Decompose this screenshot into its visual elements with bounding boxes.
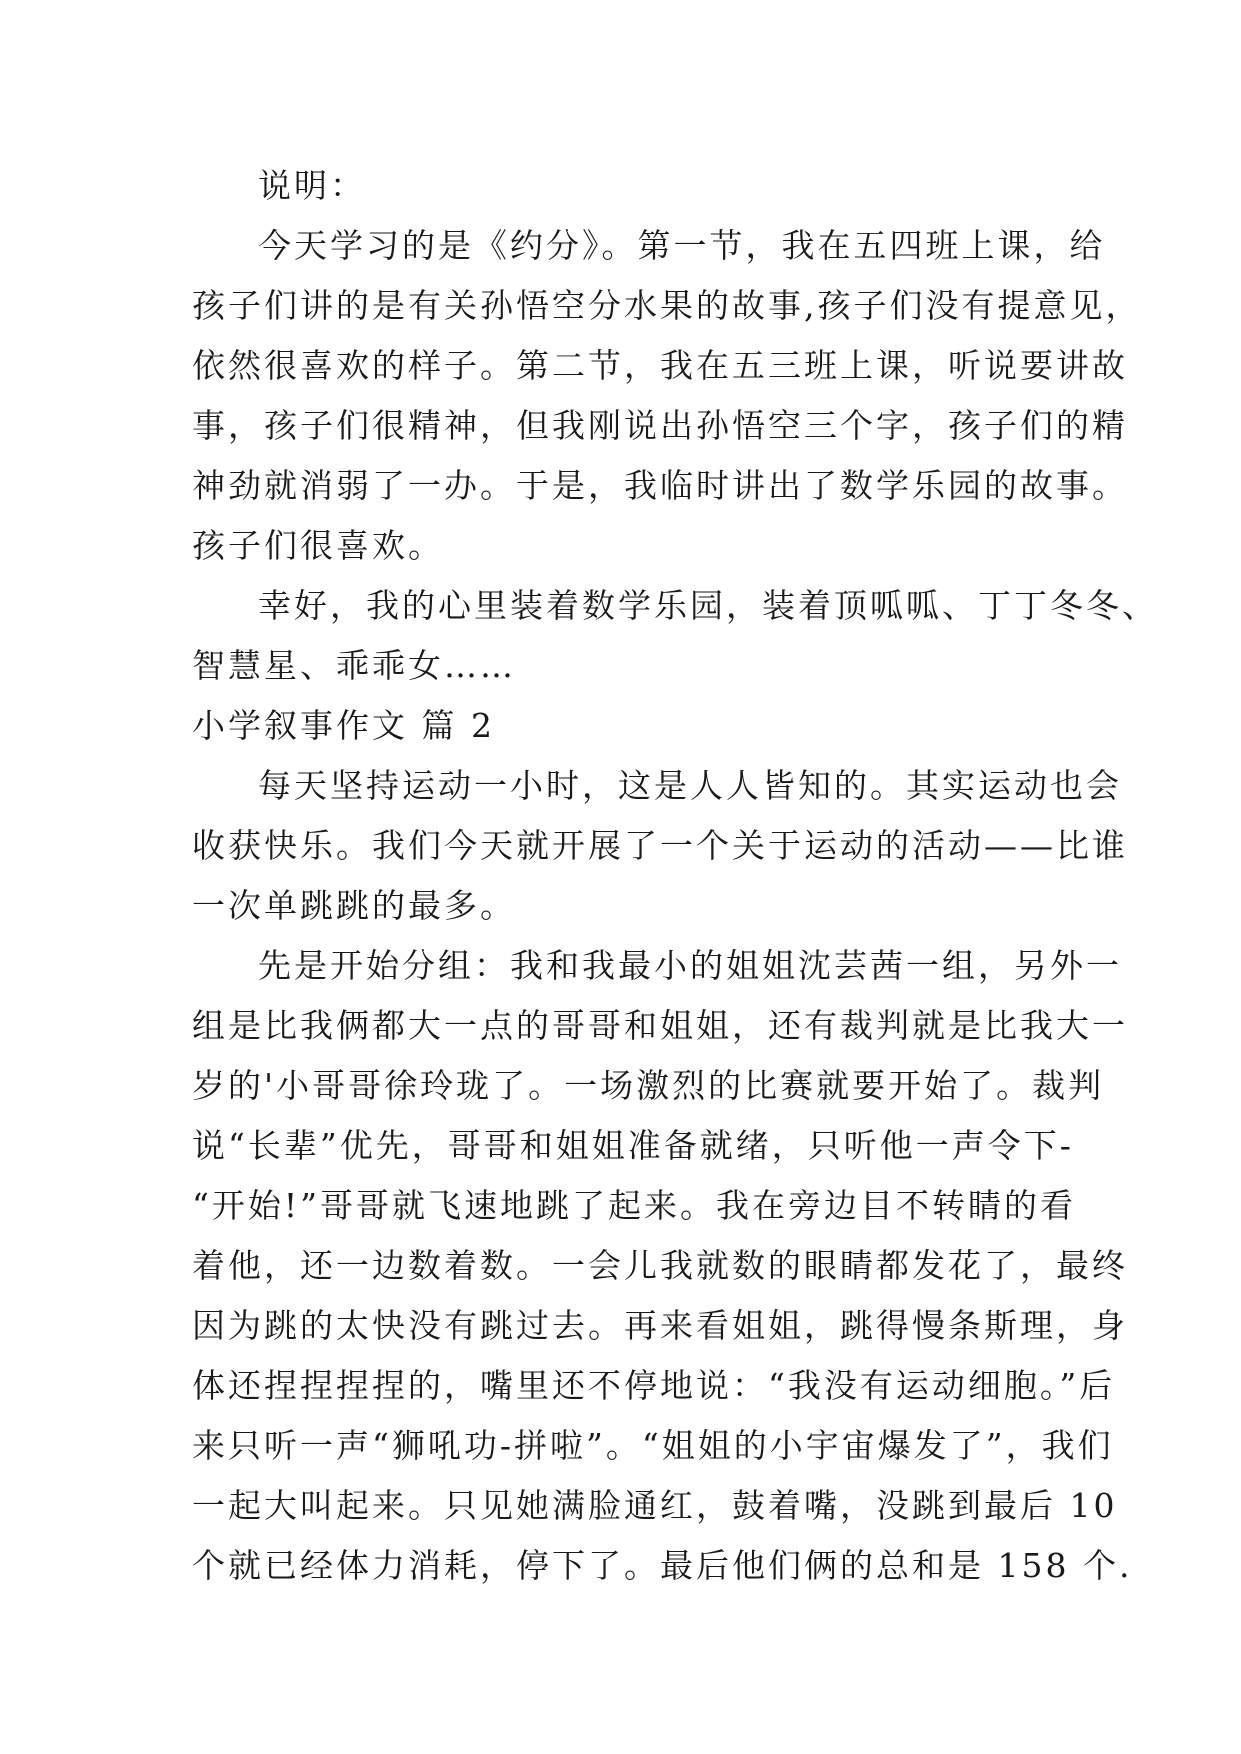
paragraph-line: 收获快乐。我们今天就开展了一个关于运动的活动——比谁 [192,826,1128,865]
paragraph-line: “开始!”哥哥就飞速地跳了起来。我在旁边目不转睛的看 [192,1186,1077,1225]
paragraph-line: 先是开始分组：我和我最小的姐姐沈芸茜一组，另外一 [258,946,1122,985]
paragraph-line: 着他，还一边数着数。一会儿我就数的眼睛都发花了，最终 [192,1246,1128,1285]
paragraph-line: 今天学习的是《约分》。第一节，我在五四班上课，给 [258,226,1106,265]
paragraph-line: 说“长辈”优先，哥哥和姐姐准备就绪，只听他一声令下- [192,1126,1074,1165]
paragraph-line: 幸好，我的心里装着数学乐园，装着顶呱呱、丁丁冬冬、 [258,586,1158,625]
paragraph-line: 事，孩子们很精神，但我刚说出孙悟空三个字，孩子们的精 [192,406,1128,445]
paragraph-line: 孩子们讲的是有关孙悟空分水果的故事,孩子们没有提意见， [192,286,1142,325]
paragraph-line: 一起大叫起来。只见她满脸通红，鼓着嘴，没跳到最后 10 [192,1486,1118,1525]
paragraph-line: 因为跳的太快没有跳过去。再来看姐姐，跳得慢条斯理，身 [192,1306,1128,1345]
paragraph-line: 神劲就消弱了一办。于是，我临时讲出了数学乐园的故事。 [192,466,1128,505]
paragraph-line: 个就已经体力消耗，停下了。最后他们俩的总和是 158 个. [192,1546,1133,1585]
paragraph-line: 岁的'小哥哥徐玲珑了。一场激烈的比赛就要开始了。裁判 [192,1066,1105,1105]
paragraph-line: 一次单跳跳的最多。 [192,886,516,925]
paragraph-line: 智慧星、乖乖女…… [192,646,516,685]
paragraph-line: 依然很喜欢的样子。第二节，我在五三班上课，听说要讲故 [192,346,1128,385]
paragraph-line: 组是比我俩都大一点的哥哥和姐姐，还有裁判就是比我大一 [192,1006,1128,1045]
paragraph-line: 说明： [258,166,366,205]
paragraph-line: 体还捏捏捏捏的，嘴里还不停地说：“我没有运动细胞。”后 [192,1366,1116,1405]
section-heading: 小学叙事作文 篇 2 [192,706,495,745]
paragraph-line: 孩子们很喜欢。 [192,526,444,565]
paragraph-line: 来只听一声“狮吼功-拼啦”。“姐姐的小宇宙爆发了”，我们 [192,1426,1114,1465]
paragraph-line: 每天坚持运动一小时，这是人人皆知的。其实运动也会 [258,766,1122,805]
